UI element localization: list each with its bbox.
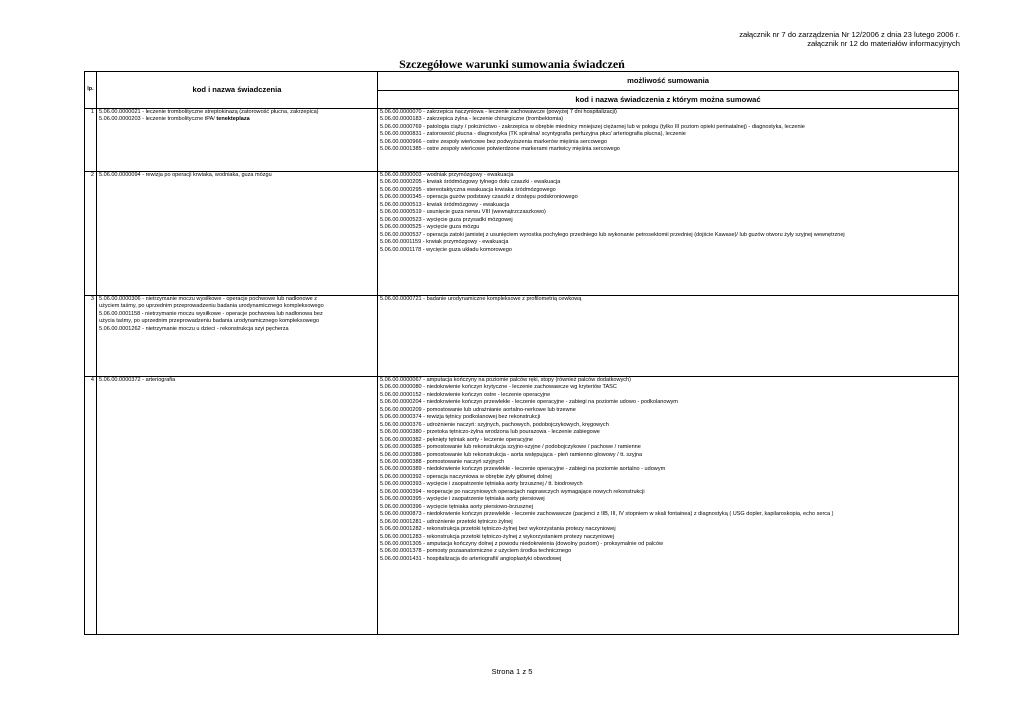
right-line: 5.06.00.0000394 - reoperacje po naczyniowych operacjach naprawczych wymagające nowych rekonstrukcji xyxy=(380,488,645,495)
right-line: 5.06.00.0000205 - krwiak śródmózgowy tylnego dołu czaszki - ewakuacja xyxy=(380,179,561,186)
left-line: 5.06.00.0001262 - nietrzymanie moczu u dzieci - rekonstrukcja szyi pęcherza xyxy=(99,325,289,332)
row-left-cell xyxy=(97,296,378,377)
col-header-lp: lp. xyxy=(85,72,97,109)
col-header-kod-z: kod i nazwa świadczenia z którym można sumować xyxy=(378,91,959,109)
right-line: 5.06.00.0000537 - operacja zatoki jamistej z usunięciem wyrostka pochyłego przedniego lub wykonanie petrosektomii przedniej (dojście Kawase)/ lub guzów otworu żyły szyjnej wewnętrznej xyxy=(380,231,845,238)
attachment-line-2: załącznik nr 12 do materiałów informacyjnych xyxy=(807,39,960,49)
right-line: 5.06.00.0000388 - pomostowanie naczyń szyjnych xyxy=(380,458,505,465)
col-header-kod: kod i nazwa świadczenia xyxy=(97,72,378,109)
attachment-line-1: załącznik nr 7 do zarządzenia Nr 12/2006 z dnia 23 lutego 2006 r. xyxy=(739,30,960,39)
right-line: 5.06.00.0000389 - niedokrwienie kończyn przewlekłe - leczenie operacyjne - zabiegi na poziomie aortalno - udowym xyxy=(380,466,666,473)
row-lp: 2 xyxy=(85,172,97,296)
right-line: 5.06.00.0000080 - niedokrwienie kończyn krytyczne - leczenie zachowawcze wg kryteriów TASC xyxy=(380,384,617,391)
row-right-cell xyxy=(378,377,959,635)
right-line: 5.06.00.0000873 - niedokrwienie kończyn przewlekłe - leczenie zachowawcze (pacjenci z IIB, III, IV stopniem w skali fontainea) z diagnostyką ( USG dopler, kapilaroskopia, echo serca ) xyxy=(380,511,834,518)
right-line: 5.06.00.0000295 - stereotaktyczna ewakuacja krwiaka śródmózgowego xyxy=(380,186,556,193)
right-line: 5.06.00.0000067 - amputacja kończyny na poziomie palców ręki, stopy (również palców dodatkowych) xyxy=(380,377,631,383)
right-line: 5.06.00.0000769 - patologia ciąży / położnictwo - zakrzepica w obrębie miednicy mniejszej ciężarnej lub w połogu (tylko III poziom opieki perinatalnej) - diagnostyka, leczenie xyxy=(380,123,805,130)
row-left-cell xyxy=(97,172,378,296)
page-title: Szczegółowe warunki sumowania świadczeń xyxy=(399,57,625,71)
right-line: 5.06.00.0000345 - operacja guzów podstawy czaszki z dostępu podskroniowego xyxy=(380,194,578,201)
right-line: 5.06.00.0001159 - krwiak przymózgowy - ewakuacja xyxy=(380,239,509,246)
right-line: 5.06.00.0000209 - pomostowanie lub udrażnianie aortalno-nerkowe lub trzewne xyxy=(380,406,576,413)
table-row xyxy=(85,172,959,296)
left-line: 5.06.00.0000372 - arteriografia xyxy=(99,377,176,383)
right-line: 5.06.00.0000386 - pomostowanie lub rekonstrukcja - aorta wstępująca - pień ramienno głowowy / tt. szyjna xyxy=(380,451,643,458)
row-lp: 4 xyxy=(85,377,97,635)
right-line: 5.06.00.0001305 - amputacja kończyny dolnej z powodu niedokrwienia (dowolny poziom) - proksymalnie od palców xyxy=(380,540,664,547)
left-line: użyciem taśmy, po uprzednim przeprowadzeniu badania urodynamicznego kompleksowego xyxy=(99,303,324,310)
left-line-text: 5.06.00.0000203 - leczenie trombolityczne tPA/ xyxy=(99,116,215,123)
right-line: 5.06.00.0001282 - rekonstrukcja przetoki tętniczo-żylnej bez wykorzystania protezy naczyniowej xyxy=(380,526,616,533)
right-line: 5.06.00.0000380 - przetoka tętniczo-żylna wrodzona lub pourazowa - leczenie zabiegowe xyxy=(380,429,600,436)
right-line: 5.06.00.0001385 - ostre zespoły wieńcowe potwierdzone markerami martwicy mięśnia sercowego xyxy=(380,146,620,153)
left-line: 5.06.00.0000021 - leczenie trombolityczne streptokinazą (zatorowość płucna, zakrzepica) xyxy=(99,109,319,115)
row-lp: 1 xyxy=(85,109,97,172)
right-line: 5.06.00.0000070 - zakrzepica naczyniowa - leczenie zachowawcze (powyżej 7 dni hospitalizacji) xyxy=(380,109,617,115)
left-line: użycia taśmy, po uprzednim przeprowadzeniu badania urodynamicznego kompleksowego xyxy=(99,318,320,325)
left-line: 5.06.00.0000306 - nietrzymanie moczu wysiłkowe - operacje pochwowe lub nadłonowe z xyxy=(99,296,317,302)
right-line: 5.06.00.0000204 - niedokrwienie kończyn przewlekłe - leczenie operacyjne - zabiegi na poziomie udowo - podkolanowym xyxy=(380,399,678,406)
table-row xyxy=(85,377,959,635)
right-line: 5.06.00.0000003 - wodniak przymózgowy - ewakuacja xyxy=(380,172,514,178)
right-line: 5.06.00.0000396 - wycięcie tętniaka aorty piersiowo-brzusznej xyxy=(380,503,533,510)
right-line: 5.06.00.0001378 - pomosty pozaanatomiczne z użyciem środka technicznego xyxy=(380,548,572,555)
table-row xyxy=(85,109,959,172)
right-line: 5.06.00.0000393 - wycięcie i zaopatrzenie tętniaka aorty brzusznej / tt. biodrowych xyxy=(380,481,583,488)
right-line: 5.06.00.0000385 - pomostowanie lub rekonstrukcja szyjno-szyjne / podobojczykowe / pachowe / ramienne xyxy=(380,444,641,451)
row-lp: 3 xyxy=(85,296,97,377)
right-line: 5.06.00.0001281 - udrożnienie przetoki tętniczo żylnej xyxy=(380,518,513,525)
right-line: 5.06.00.0000721 - badanie urodynamiczne kompleksowe z profilometrią cewkową xyxy=(380,296,582,302)
row-right-cell xyxy=(378,172,959,296)
right-line: 5.06.00.0000374 - rewizja tętnicy podkolanowej bez rekonstrukcji xyxy=(380,414,541,421)
left-line: 5.06.00.0000094 - rewizja po operacji krwiaka, wodniaka, guza mózgu xyxy=(99,172,272,178)
right-line: 5.06.00.0001178 - wycięcie guza układu komorowego xyxy=(380,246,512,253)
row-right-cell xyxy=(378,109,959,172)
row-right-cell xyxy=(378,296,959,377)
right-line: 5.06.00.0000966 - ostre zespoły wieńcowe bez podwyższenia markerów mięśnia sercowego xyxy=(380,138,607,145)
right-line: 5.06.00.0000183 - zakrzepica żylna - leczenie chirurgiczne (trombektomia) xyxy=(380,116,564,123)
right-line: 5.06.00.0000395 - wycięcie i zaopatrzenie tętniaka aorty piersiowej xyxy=(380,496,545,503)
right-line: 5.06.00.0000152 - niedokrwienie kończyn ostre - leczenie operacyjne xyxy=(380,391,551,398)
right-line: 5.06.00.0000382 - pęknięty tętniak aorty - leczenie operacyjne xyxy=(380,436,533,443)
right-line: 5.06.00.0000523 - wycięcie guza przysadki mózgowej xyxy=(380,216,513,223)
right-line: 5.06.00.0000513 - krwiak śródmózgowy - ewakuacja xyxy=(380,201,510,208)
left-line xyxy=(99,116,377,123)
right-line: 5.06.00.0000376 - udrożnienie naczyń: szyjnych, pachowych, podobojczykowych, kręgowych xyxy=(380,421,609,428)
attachment-header xyxy=(739,30,960,49)
right-line: 5.06.00.0000831 - zatorowość płucna - diagnostyka (TK spiralna/ scyntygrafia perfuzyjna płuc/ arteriografia płucna), leczenie xyxy=(380,131,686,138)
row-left-cell xyxy=(97,109,378,172)
table-row xyxy=(85,296,959,377)
right-line: 5.06.00.0001431 - hospitalizacja do arteriografii/ angioplastyki obwodowej xyxy=(380,555,562,562)
right-line: 5.06.00.0000392 - operacja naczyniowa w obrębie żyły głównej dolnej xyxy=(380,473,552,480)
right-line: 5.06.00.0000519 - usunięcie guza nerwu VIII (wewnątrzczaszkowo) xyxy=(380,209,546,216)
left-line-bold: tenekteplaza xyxy=(216,116,250,123)
row-left-cell xyxy=(97,377,378,635)
right-line: 5.06.00.0000525 - wycięcie guza mózgu xyxy=(380,224,480,231)
col-header-mozliwosc: możliwość sumowania xyxy=(378,72,959,91)
left-line: 5.06.00.0001158 - nietrzymanie moczu wysiłkowe - operacje pochwowa lub nadłonowa bez xyxy=(99,310,323,317)
right-line: 5.06.00.0001283 - rekonstrukcja przetoki tętniczo-żylnej z wykorzystaniem protezy naczyniowej xyxy=(380,533,615,540)
page-number: Strona 1 z 5 xyxy=(491,667,533,676)
summation-table xyxy=(84,71,959,635)
